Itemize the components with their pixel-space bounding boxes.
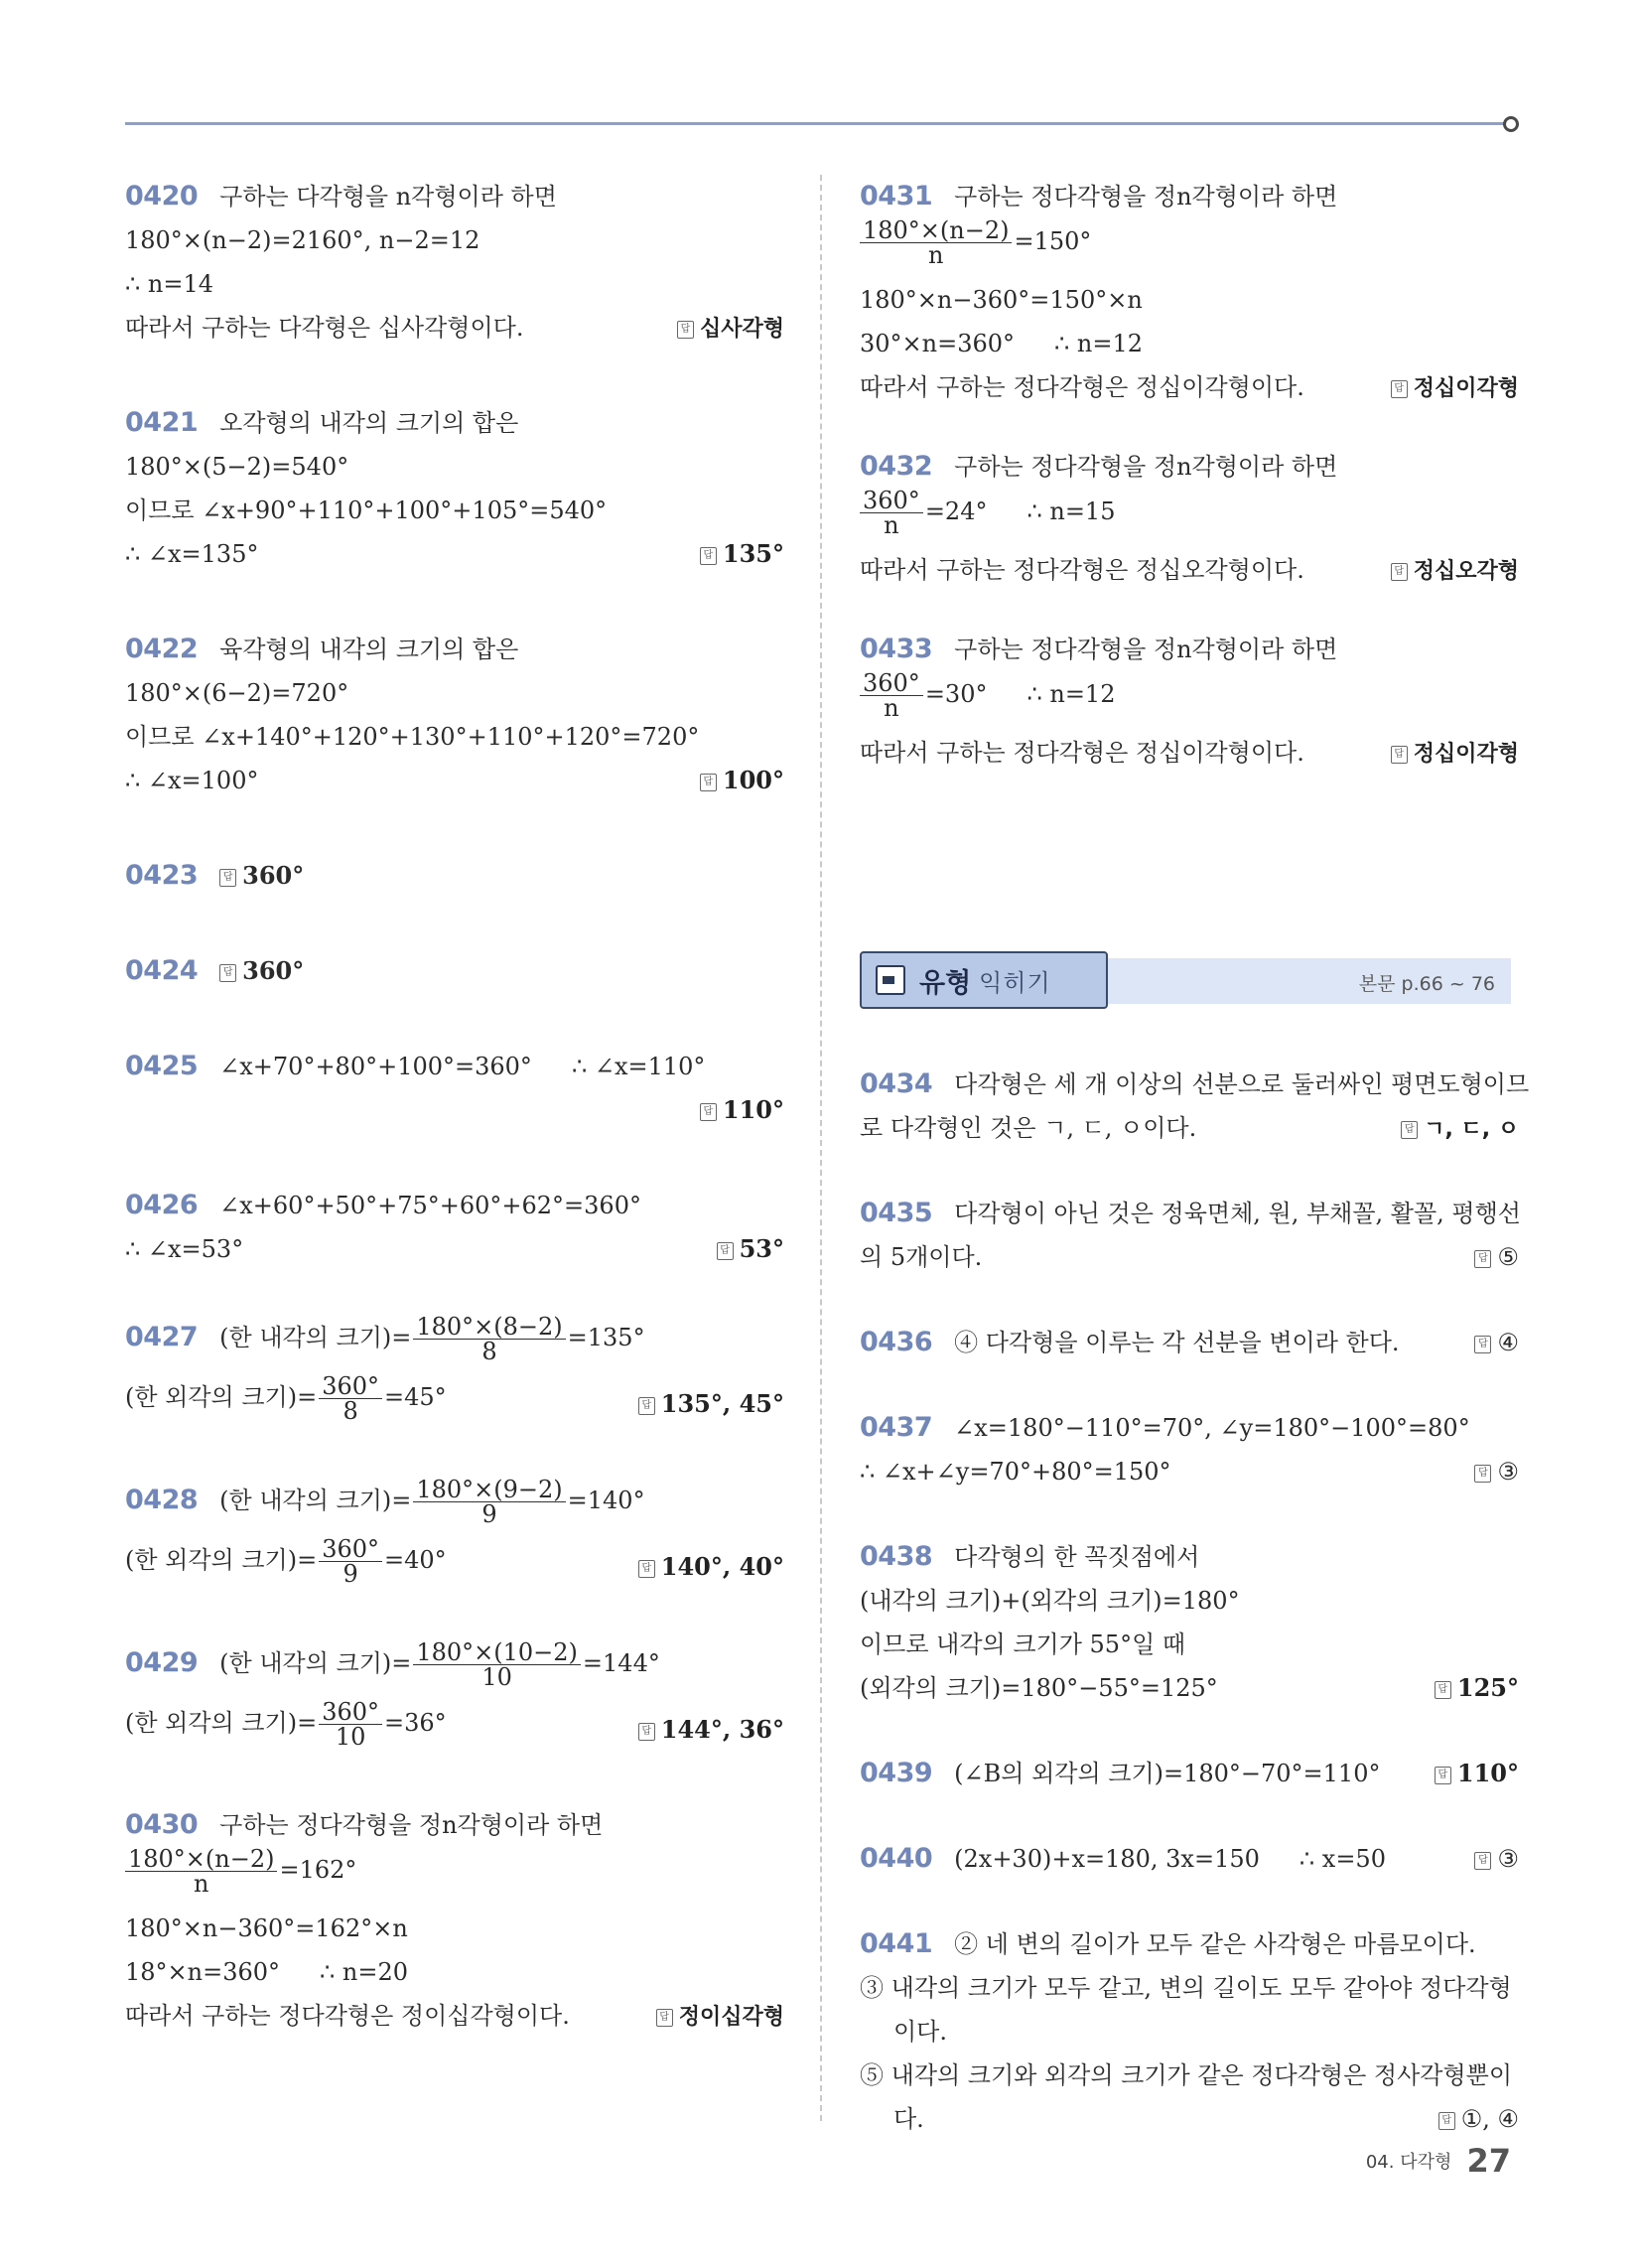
fraction: $\frac{180^\circ\times(10-2)}{10}$ xyxy=(413,1640,581,1689)
solution-text: ⑤ 내각의 크기와 외각의 크기가 같은 정다각형은 정사각형뿐이 xyxy=(860,2061,1513,2089)
solution-math: ∴ ∠x=53° xyxy=(125,1235,244,1263)
answer-icon: 답 xyxy=(700,547,717,565)
answer: 답 ③ xyxy=(1474,1450,1519,1493)
fraction: $\frac{360^\circ}{9}$ xyxy=(319,1537,382,1586)
solution-math: ∴ ∠x+∠y=70°+80°=150° xyxy=(860,1458,1171,1486)
answer: 답 125° xyxy=(1435,1666,1519,1710)
right-column-lower xyxy=(860,1063,1530,2141)
solution-text: 따라서 구하는 다각형은 십사각형이다. xyxy=(125,314,524,342)
fraction: $\frac{360^\circ}{n}$ xyxy=(860,671,923,720)
solution-math: ∠x=180°−110°=70°, ∠y=180°−100°=80° xyxy=(954,1414,1470,1442)
solution-text: (한 내각의 크기)= xyxy=(219,1324,412,1351)
problem-0437 xyxy=(860,1406,1519,1493)
banner-subtitle: 익히기 xyxy=(979,968,1051,997)
solution-math: 180°×n−360°=150°×n xyxy=(860,286,1143,314)
problem-number: 0430 xyxy=(125,1809,199,1840)
answer: 답 100° xyxy=(700,759,784,802)
answer: 답 135°, 45° xyxy=(638,1382,784,1426)
page-footer xyxy=(1366,2142,1511,2180)
answer-icon: 답 xyxy=(1474,1852,1491,1870)
problem-number: 0441 xyxy=(860,1928,933,1959)
problem-0434 xyxy=(860,1063,1530,1150)
problem-number: 0431 xyxy=(860,181,933,212)
problem-0429: 0429 (한 내각의 크기)= $\frac{180^\circ\times(10-2)}{10}$ =144° (한 외각의 크기)= $\frac{360^\circ}{10}$ =36° 답 144°, 36° xyxy=(125,1638,784,1751)
problem-number: 0428 xyxy=(125,1485,199,1515)
problem-0440 xyxy=(860,1837,1519,1881)
answer-icon: 답 xyxy=(1391,380,1408,398)
answer-icon: 답 xyxy=(717,1242,734,1260)
answer-icon: 답 xyxy=(1391,746,1408,764)
solution-math: (내각의 크기)+(외각의 크기)=180° xyxy=(860,1587,1240,1615)
solution-math: ∴ n=20 xyxy=(320,1958,409,1986)
answer: 답 정십오각형 xyxy=(1391,548,1519,594)
fraction: $\frac{180^\circ\times(n-2)}{n}$ xyxy=(125,1847,277,1896)
solution-text: ④ 다각형을 이루는 각 선분을 변이라 한다. xyxy=(954,1329,1400,1356)
left-column xyxy=(125,175,784,2038)
answer-icon: 답 xyxy=(219,964,236,982)
solution-text: 구하는 다각형을 n각형이라 하면 xyxy=(219,183,557,211)
problem-number: 0432 xyxy=(860,451,933,482)
problem-number: 0424 xyxy=(125,955,199,986)
problem-0432: 0432 구하는 정다각형을 정n각형이라 하면 $\frac{360^\circ}{n}$ =24° ∴ n=15 따라서 구하는 정다각형은 정십오각형이다. 답 정십오각형 xyxy=(860,445,1519,592)
problem-number: 0422 xyxy=(125,634,199,664)
solution-text: 따라서 구하는 정다각형은 정십오각형이다. xyxy=(860,556,1304,584)
problem-number: 0423 xyxy=(125,860,199,891)
fraction: $\frac{180^\circ\times(8-2)}{8}$ xyxy=(413,1315,565,1363)
solution-text: (한 외각의 크기)= xyxy=(125,1709,318,1737)
solution-text: 다각형은 세 개 이상의 선분으로 둘러싸인 평면도형이므 xyxy=(954,1070,1530,1098)
problem-0433: 0433 구하는 정다각형을 정n각형이라 하면 $\frac{360^\circ}{n}$ =30° ∴ n=12 따라서 구하는 정다각형은 정십이각형이다. 답 정십이각형 xyxy=(860,628,1519,775)
solution-text: (한 외각의 크기)= xyxy=(125,1546,318,1574)
answer: 답 140°, 40° xyxy=(638,1545,784,1589)
answer: 360° xyxy=(242,861,305,890)
answer: 답 110° xyxy=(700,1088,784,1132)
problem-0438 xyxy=(860,1535,1519,1710)
fraction: $\frac{360^\circ}{8}$ xyxy=(319,1374,382,1423)
answer-icon: 답 xyxy=(219,869,236,887)
answer-icon: 답 xyxy=(1435,1767,1451,1784)
problem-number: 0439 xyxy=(860,1758,933,1788)
answer-icon: 답 xyxy=(1474,1336,1491,1353)
answer: 답 ①, ④ xyxy=(1438,2097,1519,2141)
solution-text: ③ 내각의 크기가 모두 같고, 변의 길이도 모두 같아야 정다각형 xyxy=(860,1974,1512,2002)
problem-number: 0426 xyxy=(125,1190,199,1220)
textbook-page-reference: 본문 p.66 ~ 76 xyxy=(1358,973,1495,995)
answer: 답 정이십각형 xyxy=(656,1994,784,2040)
problem-0428: 0428 (한 내각의 크기)= $\frac{180^\circ\times(9-2)}{9}$ =140° (한 외각의 크기)= $\frac{360^\circ}{9}$ =40° 답 140°, 40° xyxy=(125,1476,784,1588)
answer-icon: 답 xyxy=(1474,1250,1491,1268)
solution-math: ∴ ∠x=135° xyxy=(125,540,259,568)
answer-icon: 답 xyxy=(638,1723,655,1741)
answer-icon: 답 xyxy=(1391,563,1408,581)
solution-math: ∴ ∠x=100° xyxy=(125,767,259,794)
problem-number: 0435 xyxy=(860,1198,933,1228)
problem-number: 0420 xyxy=(125,181,199,212)
solution-text: 다. xyxy=(893,2105,924,2133)
problem-number: 0437 xyxy=(860,1412,933,1443)
problem-0421 xyxy=(125,401,784,576)
problem-number: 0434 xyxy=(860,1068,933,1099)
solution-text: 로 다각형인 것은 ㄱ, ㄷ, ㅇ이다. xyxy=(860,1114,1197,1142)
problem-0424 xyxy=(125,949,784,993)
solution-text: (한 외각의 크기)= xyxy=(125,1383,318,1411)
answer-icon: 답 xyxy=(1401,1121,1418,1139)
problem-number: 0438 xyxy=(860,1541,933,1572)
answer-icon: 답 xyxy=(1438,2112,1455,2130)
solution-math: ∠x+70°+80°+100°=360° xyxy=(219,1053,532,1080)
problem-0431: 0431 구하는 정다각형을 정n각형이라 하면 $\frac{180^\circ\times(n-2)}{n}$ =150° 180°×n−360°=150°×n 30°×n=360° ∴ n=12 따라서 구하는 정다각형은 정십이각형이다. 답 정십이각형 xyxy=(860,175,1519,409)
answer: 답 정십이각형 xyxy=(1391,365,1519,411)
solution-math: 30°×n=360° xyxy=(860,330,1016,357)
answer: 답 53° xyxy=(717,1227,784,1271)
column-divider xyxy=(820,175,822,2121)
solution-text: ② 네 변의 길이가 모두 같은 사각형은 마름모이다. xyxy=(954,1930,1476,1958)
banner-title-box xyxy=(860,951,1108,1009)
answer-icon: 답 xyxy=(1474,1465,1491,1483)
solution-text: 이므로 내각의 크기가 55°일 때 xyxy=(860,1630,1186,1658)
fraction: $\frac{360^\circ}{10}$ xyxy=(319,1700,382,1749)
problem-0423 xyxy=(125,854,784,898)
solution-text: 이다. xyxy=(893,2018,947,2046)
problem-number: 0436 xyxy=(860,1327,933,1357)
answer-icon: 답 xyxy=(700,1103,717,1121)
answer: 답 ⑤ xyxy=(1474,1235,1519,1279)
answer: 답 정십이각형 xyxy=(1391,731,1519,777)
answer: 답 십사각형 xyxy=(677,306,784,352)
solution-math: 18°×n=360° xyxy=(125,1958,281,1986)
answer: 360° xyxy=(242,956,305,985)
fraction: $\frac{180^\circ\times(9-2)}{9}$ xyxy=(413,1478,565,1526)
answer: 답 ③ xyxy=(1474,1837,1519,1881)
problem-number: 0429 xyxy=(125,1647,199,1678)
problem-number: 0425 xyxy=(125,1051,199,1081)
solution-text: 구하는 정다각형을 정n각형이라 하면 xyxy=(954,636,1338,663)
solution-math: ∴ n=14 xyxy=(125,270,214,298)
answer-icon: 답 xyxy=(638,1397,655,1415)
solution-math: ∴ ∠x=110° xyxy=(571,1053,706,1080)
solution-math: ∴ x=50 xyxy=(1299,1845,1386,1873)
solution-text: 따라서 구하는 정다각형은 정십이각형이다. xyxy=(860,373,1304,401)
problem-0430: 0430 구하는 정다각형을 정n각형이라 하면 $\frac{180^\circ\times(n-2)}{n}$ =162° 180°×n−360°=162°×n 18°×n=360° ∴ n=20 따라서 구하는 정다각형은 정이십각형이다. 답 정이십각형 xyxy=(125,1803,784,2038)
solution-math: (외각의 크기)=180°−55°=125° xyxy=(860,1674,1218,1702)
image-frame-icon xyxy=(876,965,905,995)
problem-number: 0433 xyxy=(860,634,933,664)
problem-number: 0421 xyxy=(125,407,199,438)
solution-math: 이므로 ∠x+140°+120°+130°+110°+120°=720° xyxy=(125,723,700,751)
banner-title: 유형 xyxy=(919,967,972,999)
problem-0426 xyxy=(125,1184,784,1271)
chapter-label: 04. 다각형 xyxy=(1365,2152,1452,2173)
problem-0425 xyxy=(125,1045,784,1132)
problem-0422 xyxy=(125,628,784,802)
problem-0427: 0427 (한 내각의 크기)= $\frac{180^\circ\times(8-2)}{8}$ =135° (한 외각의 크기)= $\frac{360^\circ}{8}$ =45° 답 135°, 45° xyxy=(125,1313,784,1425)
problem-0435 xyxy=(860,1192,1519,1279)
answer-icon: 답 xyxy=(677,321,694,339)
section-banner xyxy=(860,951,1511,1013)
solution-text: 구하는 정다각형을 정n각형이라 하면 xyxy=(954,183,1338,211)
answer: 답 ㄱ, ㄷ, ㅇ xyxy=(1401,1106,1519,1152)
problem-0441 xyxy=(860,1922,1519,2141)
solution-text: 육각형의 내각의 크기의 합은 xyxy=(219,636,519,663)
problem-0439 xyxy=(860,1752,1519,1795)
solution-math: (∠B의 외각의 크기)=180°−70°=110° xyxy=(954,1760,1381,1787)
fraction: $\frac{360^\circ}{n}$ xyxy=(860,489,923,537)
solution-math: (2x+30)+x=180, 3x=150 xyxy=(954,1845,1260,1873)
solution-text: 다각형의 한 꼭짓점에서 xyxy=(954,1543,1200,1571)
solution-text: (한 내각의 크기)= xyxy=(219,1649,412,1677)
top-rule-end-dot xyxy=(1503,116,1519,132)
page-number: 27 xyxy=(1466,2142,1511,2180)
answer-icon: 답 xyxy=(700,774,717,791)
answer: 답 144°, 36° xyxy=(638,1708,784,1752)
solution-math: 180°×n−360°=162°×n xyxy=(125,1914,408,1942)
problem-number: 0440 xyxy=(860,1843,933,1874)
solution-math: 180°×(6−2)=720° xyxy=(125,679,349,707)
solution-text: 다각형이 아닌 것은 정육면체, 원, 부채꼴, 활꼴, 평행선 xyxy=(954,1200,1521,1227)
solution-math: ∴ n=12 xyxy=(1054,330,1144,357)
solution-text: 구하는 정다각형을 정n각형이라 하면 xyxy=(954,453,1338,481)
solution-text: 구하는 정다각형을 정n각형이라 하면 xyxy=(219,1811,604,1839)
solution-text: (한 내각의 크기)= xyxy=(219,1487,412,1514)
fraction: $\frac{180^\circ\times(n-2)}{n}$ xyxy=(860,218,1012,267)
solution-math: 180°×(5−2)=540° xyxy=(125,453,349,481)
problem-number: 0427 xyxy=(125,1322,199,1352)
answer: 답 110° xyxy=(1435,1752,1519,1795)
answer: 답 ④ xyxy=(1474,1321,1519,1364)
solution-text: 따라서 구하는 정다각형은 정이십각형이다. xyxy=(125,2002,570,2030)
answer-icon: 답 xyxy=(1435,1681,1451,1699)
problem-0436 xyxy=(860,1321,1519,1364)
solution-text: 따라서 구하는 정다각형은 정십이각형이다. xyxy=(860,739,1304,767)
solution-text: 오각형의 내각의 크기의 합은 xyxy=(219,409,519,437)
answer-icon: 답 xyxy=(638,1560,655,1578)
solution-text: 의 5개이다. xyxy=(860,1243,983,1271)
right-column xyxy=(860,175,1519,775)
solution-math: 이므로 ∠x+90°+110°+100°+105°=540° xyxy=(125,496,608,524)
solution-math: ∠x+60°+50°+75°+60°+62°=360° xyxy=(219,1192,641,1219)
answer-icon: 답 xyxy=(656,2009,673,2027)
solution-math: 180°×(n−2)=2160°, n−2=12 xyxy=(125,226,480,254)
problem-0420 xyxy=(125,175,784,350)
answer: 답 135° xyxy=(700,532,784,576)
top-rule xyxy=(125,122,1511,125)
